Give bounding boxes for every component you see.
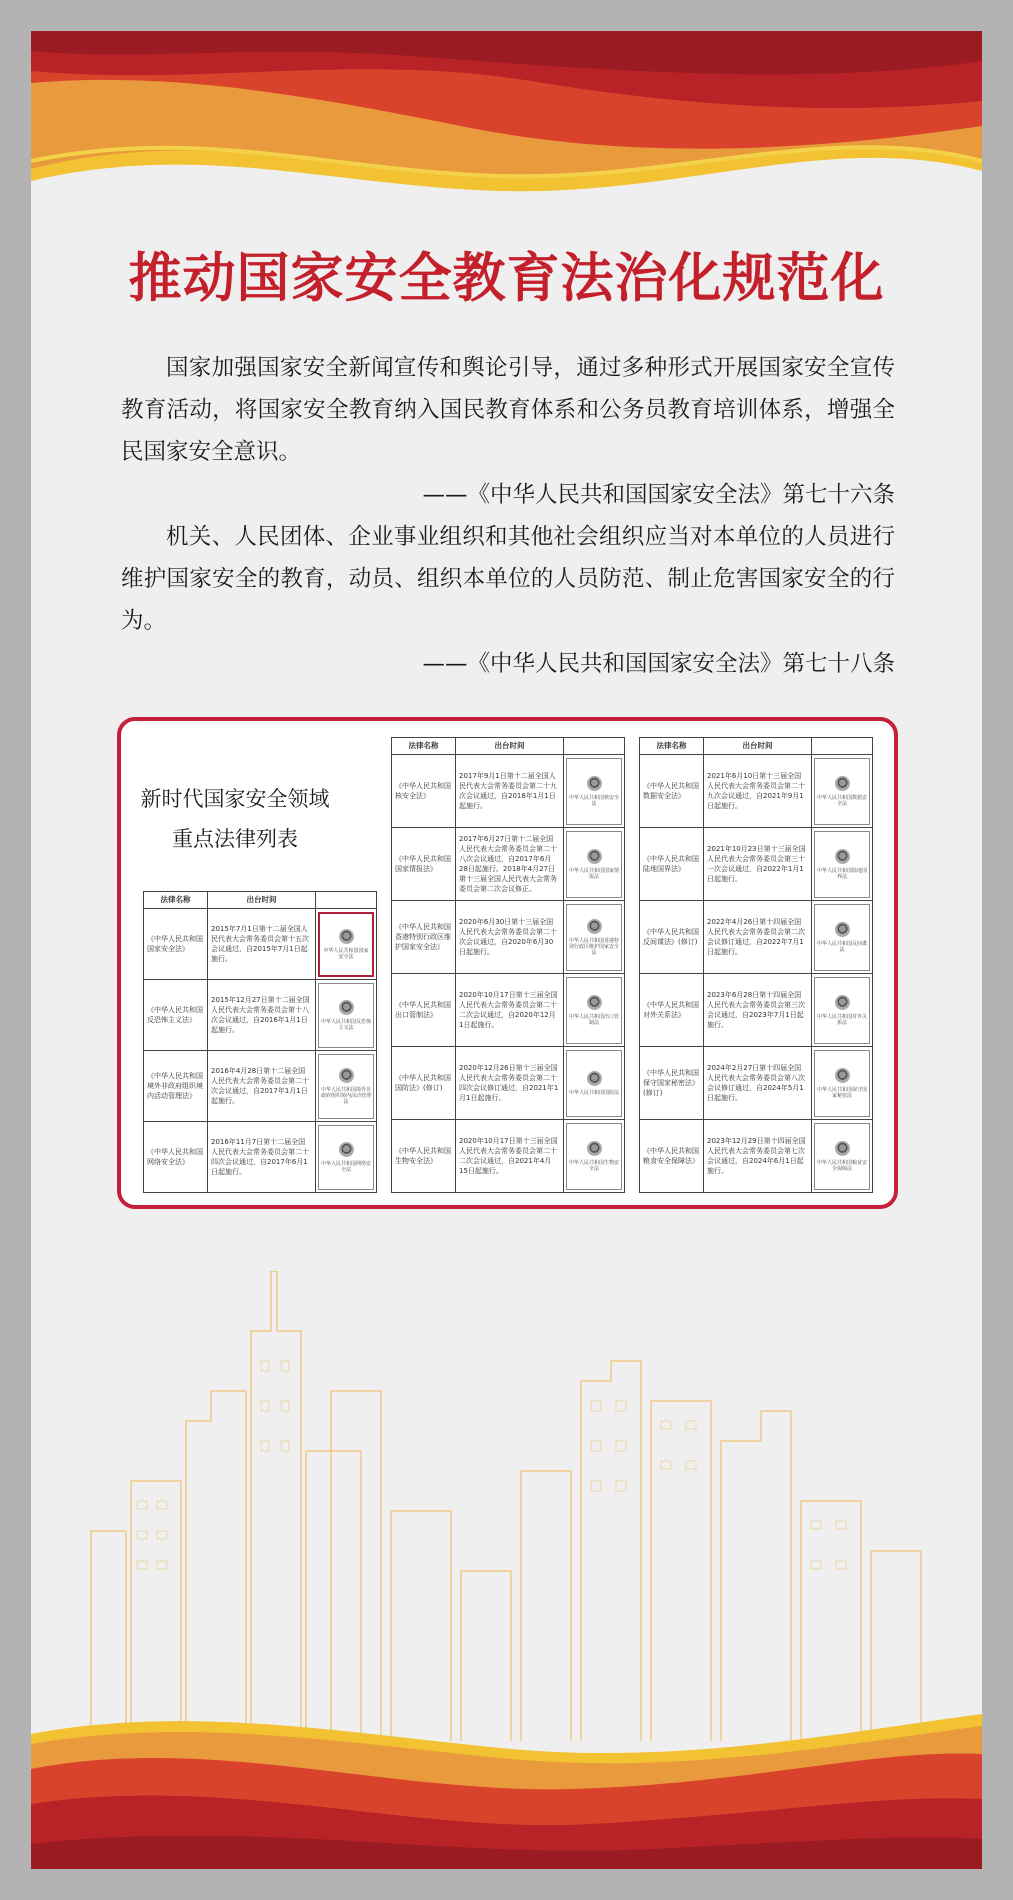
law-date: 2017年6月27日第十二届全国人民代表大会常务委员会第二十八次会议通过，自2017年6月28日起施行。2018年4月27日第十三届全国人民代表大会常务委员会第二次会议修正。: [456, 828, 564, 901]
law-name: 《中华人民共和国保守国家秘密法》(修订): [640, 1047, 704, 1120]
column-header-cover: [812, 738, 873, 755]
law-row: [392, 974, 625, 1047]
law-cover-title: 中华人民共和国反恐怖主义法: [321, 1018, 372, 1031]
law-book-cover: [566, 831, 622, 898]
law-name: 《中华人民共和国出口管制法》: [392, 974, 456, 1047]
law-cover-title: 中华人民共和国国防法: [569, 1089, 620, 1096]
law-cover-cell: [812, 1047, 873, 1120]
law-row: [392, 1047, 625, 1120]
law-cover-cell: [564, 974, 625, 1047]
national-emblem-icon: [835, 1068, 850, 1083]
column-header-cover: [564, 738, 625, 755]
law-cover-cell: [316, 980, 377, 1051]
national-emblem-icon: [835, 922, 850, 937]
law-date: 2023年12月29日第十四届全国人民代表大会常务委员会第七次会议通过，自2024年6月1日起施行。: [704, 1120, 812, 1193]
law-row: [144, 909, 377, 980]
national-emblem-icon: [587, 1141, 602, 1156]
column-header-law: 法律名称: [144, 892, 208, 909]
citation-2: ——《中华人民共和国国家安全法》第七十八条: [422, 651, 895, 677]
national-emblem-icon: [835, 776, 850, 791]
law-cover-title: 中华人民共和国核安全法: [569, 794, 620, 807]
law-cover-title: 中华人民共和国数据安全法: [817, 794, 868, 807]
law-book-cover: [814, 1050, 870, 1117]
law-date: 2020年10月17日第十三届全国人民代表大会常务委员会第二十二次会议通过，自2020年12月1日起施行。: [456, 974, 564, 1047]
law-book-cover: [566, 977, 622, 1044]
national-emblem-icon: [587, 995, 602, 1010]
law-book-cover: [318, 912, 374, 977]
law-table-2: [391, 737, 625, 1193]
law-book-cover: [814, 904, 870, 971]
law-cover-title: 中华人民共和国生物安全法: [569, 1159, 620, 1172]
law-row: [392, 828, 625, 901]
law-date: 2020年10月17日第十三届全国人民代表大会常务委员会第二十二次会议通过，自2021年4月15日起施行。: [456, 1120, 564, 1193]
law-name: 《中华人民共和国境外非政府组织境内活动管理法》: [144, 1051, 208, 1122]
law-name: 《中华人民共和国粮食安全保障法》: [640, 1120, 704, 1193]
paragraph-1: 国家加强国家安全新闻宣传和舆论引导，通过多种形式开展国家安全宣传教育活动，将国家安全教育纳入国民教育体系和公务员教育培训体系，增强全民国家安全意识。: [121, 355, 895, 465]
law-name: 《中华人民共和国反间谍法》(修订): [640, 901, 704, 974]
law-name: 《中华人民共和国陆地国界法》: [640, 828, 704, 901]
law-cover-cell: [812, 828, 873, 901]
law-row: [144, 980, 377, 1051]
law-cover-title: 中华人民共和国保守国家秘密法: [817, 1086, 868, 1099]
national-emblem-icon: [835, 849, 850, 864]
law-date: 2022年4月26日第十四届全国人民代表大会常务委员会第二次会议修订通过，自2022年7月1日起施行。: [704, 901, 812, 974]
national-emblem-icon: [339, 1068, 354, 1083]
law-cover-title: 中华人民共和国网络安全法: [321, 1160, 372, 1173]
national-emblem-icon: [587, 1071, 602, 1086]
law-cover-title: 中华人民共和国香港特别行政区维护国家安全法: [569, 937, 620, 956]
law-book-cover: [566, 1123, 622, 1190]
law-date: 2021年10月23日第十三届全国人民代表大会常务委员会第三十一次会议通过，自2022年1月1日起施行。: [704, 828, 812, 901]
law-cover-cell: [812, 901, 873, 974]
law-book-cover: [318, 1125, 374, 1190]
law-row: [640, 1120, 873, 1193]
law-name: 《中华人民共和国香港特别行政区维护国家安全法》: [392, 901, 456, 974]
law-cover-cell: [564, 755, 625, 828]
law-cover-title: 中华人民共和国反间谍法: [817, 940, 868, 953]
citation-1: ——《中华人民共和国国家安全法》第七十六条: [422, 482, 895, 508]
law-cover-cell: [316, 1122, 377, 1193]
bottom-wave-decoration: [31, 1694, 982, 1869]
law-date: 2020年12月26日第十三届全国人民代表大会常务委员会第二十四次会议修订通过，自2021年1月1日起施行。: [456, 1047, 564, 1120]
law-name: 《中华人民共和国数据安全法》: [640, 755, 704, 828]
law-book-cover: [814, 758, 870, 825]
law-book-cover: [814, 1123, 870, 1190]
law-name: 《中华人民共和国反恐怖主义法》: [144, 980, 208, 1051]
column-header-date: 出台时间: [704, 738, 812, 755]
law-date: 2017年9月1日第十二届全国人民代表大会常务委员会第二十九次会议通过，自2018年1月1日起施行。: [456, 755, 564, 828]
law-book-cover: [566, 758, 622, 825]
law-name: 《中华人民共和国网络安全法》: [144, 1122, 208, 1193]
law-row: [640, 828, 873, 901]
law-name: 《中华人民共和国国家安全法》: [144, 909, 208, 980]
poster: [31, 31, 982, 1869]
law-name: 《中华人民共和国国家情报法》: [392, 828, 456, 901]
law-row: [640, 755, 873, 828]
poster-title: 推动国家安全教育法治化规范化: [128, 248, 885, 309]
paragraph-2: 机关、人民团体、企业事业组织和其他社会组织应当对本单位的人员进行维护国家安全的教育，动员、组织本单位的人员防范、制止危害国家安全的行为。: [121, 524, 895, 634]
law-row: [392, 755, 625, 828]
law-cover-title: 中华人民共和国境外非政府组织境内活动管理法: [321, 1086, 372, 1105]
law-date: 2020年6月30日第十三届全国人民代表大会常务委员会第二十次会议通过，自2020年6月30日起施行。: [456, 901, 564, 974]
law-cover-title: 中华人民共和国粮食安全保障法: [817, 1159, 868, 1172]
law-cover-cell: [812, 974, 873, 1047]
national-emblem-icon: [587, 919, 602, 934]
law-list-title-line1: 新时代国家安全领域: [140, 787, 330, 811]
law-date: 2023年6月28日第十四届全国人民代表大会常务委员会第三次会议通过，自2023年7月1日起施行。: [704, 974, 812, 1047]
column-header-law: 法律名称: [640, 738, 704, 755]
law-list-panel: [117, 717, 898, 1209]
law-cover-cell: [812, 1120, 873, 1193]
national-emblem-icon: [835, 995, 850, 1010]
top-wave-decoration: [31, 31, 982, 231]
law-cover-title: 中华人民共和国陆地国界法: [817, 867, 868, 880]
law-date: 2016年4月28日第十二届全国人民代表大会常务委员会第二十次会议通过，自2017年1月1日起施行。: [208, 1051, 316, 1122]
column-header-law: 法律名称: [392, 738, 456, 755]
law-date: 2015年7月1日第十二届全国人民代表大会常务委员会第十五次会议通过，自2015年7月1日起施行。: [208, 909, 316, 980]
law-row: [640, 1047, 873, 1120]
national-emblem-icon: [339, 929, 354, 944]
law-row: [640, 901, 873, 974]
law-name: 《中华人民共和国核安全法》: [392, 755, 456, 828]
law-book-cover: [318, 983, 374, 1048]
law-name: 《中华人民共和国生物安全法》: [392, 1120, 456, 1193]
law-cover-cell: [316, 1051, 377, 1122]
law-cover-cell: [316, 909, 377, 980]
law-row: [392, 1120, 625, 1193]
law-book-cover: [814, 977, 870, 1044]
law-row: [392, 901, 625, 974]
national-emblem-icon: [835, 1141, 850, 1156]
city-skyline-illustration: [71, 1271, 942, 1741]
law-date: 2016年11月7日第十二届全国人民代表大会常务委员会第二十四次会议通过，自2017年6月1日起施行。: [208, 1122, 316, 1193]
law-table-3: [639, 737, 873, 1193]
national-emblem-icon: [339, 1000, 354, 1015]
law-row: [640, 974, 873, 1047]
law-date: 2024年2月27日第十四届全国人民代表大会常务委员会第八次会议修订通过，自2024年5月1日起施行。: [704, 1047, 812, 1120]
law-name: 《中华人民共和国国防法》(修订): [392, 1047, 456, 1120]
law-cover-title: 中华人民共和国出口管制法: [569, 1013, 620, 1026]
law-cover-cell: [564, 828, 625, 901]
law-cover-cell: [564, 1047, 625, 1120]
law-date: 2021年6月10日第十三届全国人民代表大会常务委员会第二十九次会议通过，自2021年9月1日起施行。: [704, 755, 812, 828]
law-row: [144, 1122, 377, 1193]
law-list-title-line2: 重点法律列表: [172, 827, 298, 851]
law-name: 《中华人民共和国对外关系法》: [640, 974, 704, 1047]
law-row: [144, 1051, 377, 1122]
law-cover-cell: [812, 755, 873, 828]
law-book-cover: [566, 1050, 622, 1117]
law-book-cover: [318, 1054, 374, 1119]
column-header-cover: [316, 892, 377, 909]
law-cover-cell: [564, 901, 625, 974]
law-cover-title: 中华人民共和国国家安全法: [323, 947, 369, 960]
national-emblem-icon: [339, 1142, 354, 1157]
column-header-date: 出台时间: [456, 738, 564, 755]
law-book-cover: [566, 904, 622, 971]
national-emblem-icon: [587, 776, 602, 791]
law-cover-title: 中华人民共和国对外关系法: [817, 1013, 868, 1026]
law-book-cover: [814, 831, 870, 898]
law-cover-cell: [564, 1120, 625, 1193]
column-header-date: 出台时间: [208, 892, 316, 909]
national-emblem-icon: [587, 849, 602, 864]
law-table-1: [143, 891, 377, 1193]
law-date: 2015年12月27日第十二届全国人民代表大会常务委员会第十八次会议通过，自2016年1月1日起施行。: [208, 980, 316, 1051]
law-cover-title: 中华人民共和国国家情报法: [569, 867, 620, 880]
